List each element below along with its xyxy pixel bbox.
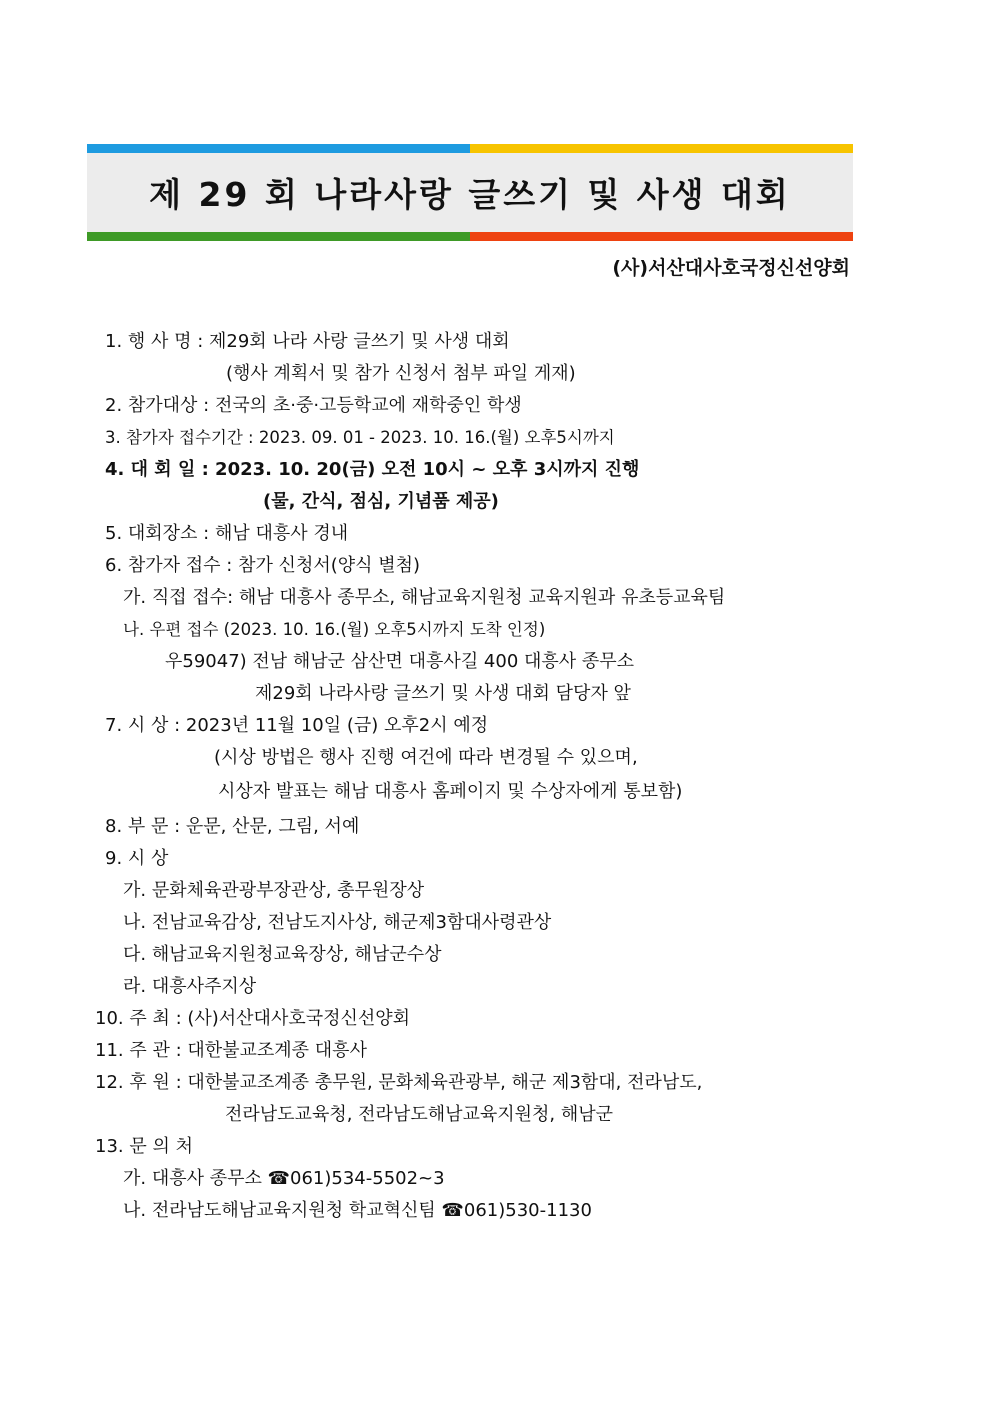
item-categories: 8. 부 문 : 운문, 산문, 그림, 서예 (105, 816, 360, 837)
organizer-header: (사)서산대사호국정신선양회 (612, 257, 850, 279)
banner-bar-bottom-left (87, 232, 470, 241)
banner-bar-bottom-right (470, 232, 853, 241)
title-banner (87, 144, 853, 241)
page-title: 제 29 회 나라사랑 글쓰기 및 사생 대회 (149, 175, 791, 214)
item-organizer: 11. 주 관 : 대한불교조계종 대흥사 (95, 1040, 367, 1061)
item-registration-direct: 가. 직접 접수: 해남 대흥사 종무소, 해남교육지원청 교육지원과 유초등교육팀 (123, 587, 726, 608)
item-mail-recipient: 제29회 나라사랑 글쓰기 및 사생 대회 담당자 앞 (255, 683, 631, 704)
item-registration-mail: 나. 우편 접수 (2023. 10. 16.(월) 오후5시까지 도착 인정) (123, 620, 546, 639)
item-participants: 2. 참가대상 : 전국의 초·중·고등학교에 재학중인 학생 (105, 395, 522, 416)
item-contact-a: 가. 대흥사 종무소 ☎061)534-5502~3 (123, 1168, 445, 1189)
item-award-d: 라. 대흥사주지상 (123, 976, 257, 997)
item-awards: 9. 시 상 (105, 848, 169, 869)
banner-bar-top-right (470, 144, 853, 153)
item-award-b: 나. 전남교육감상, 전남도지사상, 해군제3함대사령관상 (123, 912, 552, 933)
item-contact: 13. 문 의 처 (95, 1136, 193, 1157)
item-award-a: 가. 문화체육관광부장관상, 총무원장상 (123, 880, 425, 901)
item-event-date: 4. 대 회 일 : 2023. 10. 20(금) 오전 10시 ~ 오후 3시까지 진행 (105, 459, 640, 480)
item-event-name-note: (행사 계획서 및 참가 신청서 첨부 파일 게재) (226, 363, 576, 384)
item-sponsors: 12. 후 원 : 대한불교조계종 총무원, 문화체육관광부, 해군 제3함대, 전라남도, (95, 1072, 703, 1093)
item-registration: 6. 참가자 접수 : 참가 신청서(양식 별첨) (105, 555, 421, 576)
item-contact-b: 나. 전라남도해남교육지원청 학교혁신팀 ☎061)530-1130 (123, 1200, 592, 1221)
item-registration-period: 3. 참가자 접수기간 : 2023. 09. 01 - 2023. 10. 16.(월) 오후5시까지 (105, 428, 615, 447)
banner-bar-top-left (87, 144, 470, 153)
item-award-c: 다. 해남교육지원청교육장상, 해남군수상 (123, 944, 442, 965)
banner-body (87, 153, 853, 232)
item-award-ceremony-note-2: 시상자 발표는 해남 대흥사 홈페이지 및 수상자에게 통보함) (218, 781, 683, 802)
item-sponsors-cont: 전라남도교육청, 전라남도해남교육지원청, 해남군 (225, 1104, 614, 1125)
item-venue: 5. 대회장소 : 해남 대흥사 경내 (105, 523, 349, 544)
item-event-date-note: (물, 간식, 점심, 기념품 제공) (263, 491, 499, 512)
item-mail-address: 우59047) 전남 해남군 삼산면 대흥사길 400 대흥사 종무소 (165, 651, 635, 672)
item-event-name: 1. 행 사 명 : 제29회 나라 사랑 글쓰기 및 사생 대회 (105, 331, 510, 352)
item-host: 10. 주 최 : (사)서산대사호국정신선양회 (95, 1008, 411, 1029)
item-award-ceremony: 7. 시 상 : 2023년 11월 10일 (금) 오후2시 예정 (105, 715, 489, 736)
item-award-ceremony-note-1: (시상 방법은 행사 진행 여건에 따라 변경될 수 있으며, (214, 747, 638, 768)
